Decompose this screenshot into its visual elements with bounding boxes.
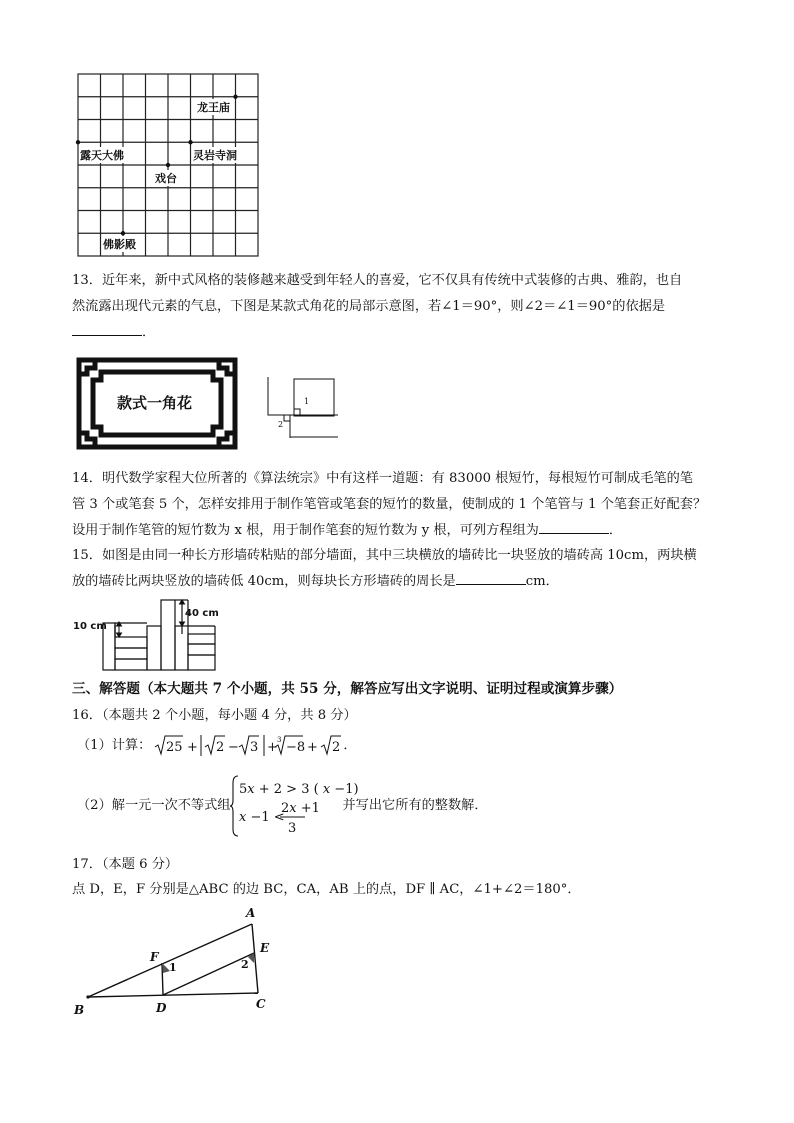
- svg-text:+: +: [187, 740, 199, 755]
- label-longwang-temple: 龙王庙: [197, 101, 230, 114]
- svg-text:3: 3: [250, 740, 259, 755]
- svg-text:3: 3: [288, 821, 297, 836]
- q14-line3: 设用于制作笔管的短竹数为 x 根，用于制作笔套的短竹数为 y 根，可列方程组为 ．: [72, 518, 622, 544]
- q13-line1: 13．近年来，新中式风格的装修越来越受到年轻人的喜爱，它不仅具有传统中式装修的古典、雅韵，也自: [72, 273, 683, 288]
- q13-answer-line: ．: [72, 320, 155, 346]
- label-40cm: 40 cm: [185, 608, 219, 619]
- q16-part2: （2）解一元一次不等式组 5x + 2 > 3 ( x −1) x −1 < 2x +1 3 并写出它所有的整数解．: [77, 773, 488, 839]
- vertex-F: F: [150, 950, 159, 964]
- svg-text:3: 3: [277, 736, 282, 744]
- angle-2-marker: 2: [241, 958, 249, 971]
- triangle-figure: [70, 905, 280, 1020]
- corner-flower-label: 款式一角花: [117, 394, 193, 412]
- q16-part2-inequalities: [230, 773, 359, 839]
- vertex-D: D: [156, 1001, 167, 1015]
- grid-map-figure: [77, 73, 259, 257]
- svg-text:−: −: [228, 740, 240, 755]
- svg-text:x −1 <: x −1 <: [239, 810, 286, 825]
- q17-text: 点 D，E，F 分别是△ABC 的边 BC，CA，AB 上的点，DF ∥ AC，∠1+∠2＝180°．: [72, 882, 581, 897]
- q14-answer-blank[interactable]: [539, 519, 609, 534]
- svg-text:+: +: [307, 740, 319, 755]
- vertex-A: A: [246, 906, 256, 920]
- svg-text:2x +1: 2x +1: [281, 801, 321, 816]
- label-10cm: 10 cm: [73, 621, 107, 632]
- label-stage: 戏台: [155, 172, 177, 185]
- svg-text:−8: −8: [286, 740, 306, 755]
- angle-sketch: [264, 375, 339, 439]
- section3-title: 三、解答题（本大题共 7 个小题，共 55 分，解答应写出文字说明、证明过程或演算步骤）: [72, 681, 623, 697]
- angle-sketch-svg: [264, 375, 339, 439]
- q14-line1: 14．明代数学家程大位所著的《算法统宗》中有这样一道题：有 83000 根短竹，每根短竹可制成毛笔的笔: [72, 471, 693, 486]
- label-lingyan-cave: 灵岩寺洞: [193, 149, 237, 162]
- label-foying-hall: 佛影殿: [103, 238, 136, 251]
- q13-line2: 然流露出现代元素的气息，下图是某款式角花的局部示意图，若∠1＝90°，则∠2＝∠1＝90°的依据是: [72, 299, 666, 314]
- q17-header: 17．（本题 6 分）: [72, 857, 179, 872]
- label-open-air-buddha: 露天大佛: [80, 149, 124, 162]
- svg-text:+: +: [267, 740, 279, 755]
- corner-flower-frame: [73, 352, 241, 455]
- svg-text:5x + 2 > 3 ( x −1): 5x + 2 > 3 ( x −1): [239, 782, 359, 797]
- brick-wall-figure: [72, 596, 232, 672]
- vertex-C: C: [256, 997, 266, 1011]
- q14-line2: 管 3 个或笔套 5 个，怎样安排用于制作笔管或笔套的短竹的数量，使制成的 1 个笔管与 1 个笔套正好配套？: [72, 497, 707, 512]
- q15-line1: 15．如图是由同一种长方形墙砖粘贴的部分墙面，其中三块横放的墙砖比一块竖放的墙砖高 10cm，两块横: [72, 548, 697, 563]
- q16-part1: （1）计算： 25 + 2 − 3 + 3 −8 + 2 ．: [77, 733, 357, 759]
- angle-2-label: 2: [278, 420, 284, 429]
- vertex-E: E: [260, 941, 270, 955]
- vertex-B: B: [74, 1003, 85, 1017]
- q16-part1-formula: [153, 733, 343, 759]
- svg-text:25: 25: [166, 740, 183, 755]
- angle-1-label: 1: [304, 397, 310, 406]
- q15-answer-blank[interactable]: [456, 570, 526, 585]
- q15-line2: 放的墙砖比两块竖放的墙砖低 40cm，则每块长方形墙砖的周长是 cm．: [72, 569, 559, 595]
- svg-text:2: 2: [216, 740, 225, 755]
- svg-text:2: 2: [332, 740, 341, 755]
- q16-header: 16．（本题共 2 个小题，每小题 4 分，共 8 分）: [72, 708, 357, 723]
- q13-answer-blank[interactable]: [72, 321, 142, 336]
- angle-1-marker: 1: [169, 961, 177, 974]
- grid-map-svg: [77, 73, 259, 257]
